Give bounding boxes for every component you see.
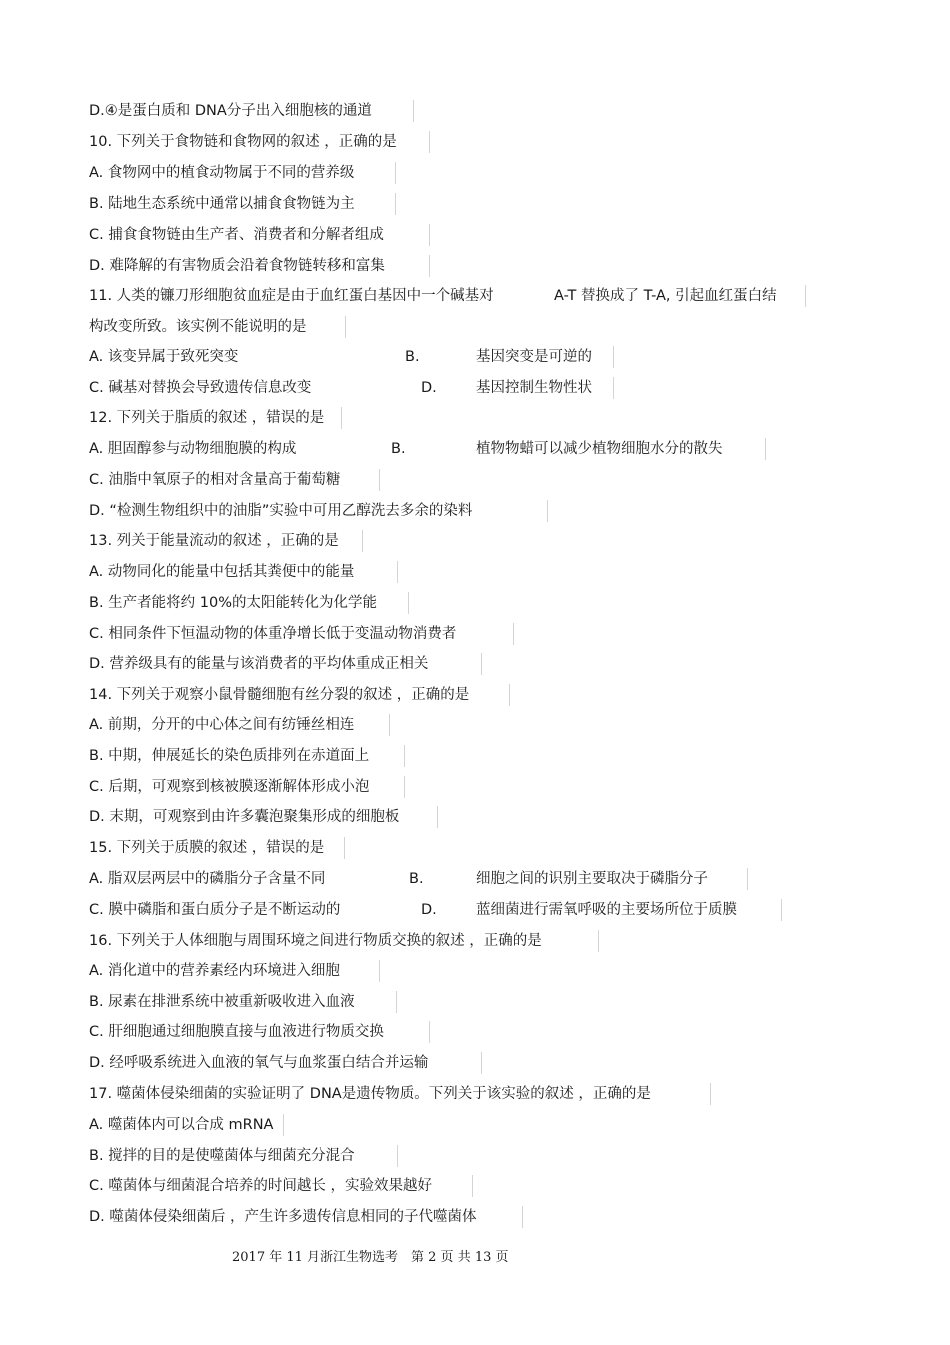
line-text: C. 油脂中氧原子的相对含量高于葡萄糖 — [89, 472, 341, 488]
question-line — [89, 407, 342, 429]
question-line — [89, 346, 614, 368]
line-text: D. 经呼吸系统进入血液的氧气与血浆蛋白结合并运输 — [89, 1055, 429, 1071]
line-text: D. 噬菌体侵染细菌后 ，产生许多遗传信息相同的子代噬菌体 — [89, 1209, 477, 1225]
question-line — [89, 100, 414, 122]
question-line — [89, 193, 396, 215]
line-text: 构改变所致。该实例不能说明的是 — [89, 319, 307, 335]
option-text: 基因突变是可逆的 — [476, 349, 592, 365]
question-line — [89, 438, 766, 460]
question-line — [89, 1083, 711, 1105]
question-line — [89, 653, 482, 675]
question-line — [89, 899, 782, 921]
question-line — [89, 131, 430, 153]
question-line — [89, 561, 398, 583]
question-line — [89, 684, 510, 706]
option-letter: D. — [421, 902, 437, 918]
line-text: C. 后期，可观察到核被膜逐渐解体形成小泡 — [89, 779, 370, 795]
question-line — [89, 960, 380, 982]
question-line — [89, 1114, 284, 1136]
line-continuation: A-T 替换成了 T-A, 引起血红蛋白结 — [554, 288, 777, 304]
question-line — [89, 1206, 523, 1228]
option-letter: D. — [421, 380, 437, 396]
question-line — [89, 806, 438, 828]
question-line — [89, 316, 346, 338]
question-line — [89, 930, 599, 952]
question-line — [89, 623, 514, 645]
question-line — [89, 592, 409, 614]
option-letter: B. — [405, 349, 420, 365]
line-text: 11. 人类的镰刀形细胞贫血症是由于血红蛋白基因中一个碱基对 — [89, 288, 494, 304]
line-text: D. “检测生物组织中的油脂”实验中可用乙醇洗去多余的染料 — [89, 503, 473, 519]
line-text: A. 噬菌体内可以合成 mRNA — [89, 1117, 274, 1133]
option-text: 蓝细菌进行需氧呼吸的主要场所位于质膜 — [476, 902, 737, 918]
question-line — [89, 255, 430, 277]
line-text: 16. 下列关于人体细胞与周围环境之间进行物质交换的叙述 ，正确的是 — [89, 933, 542, 949]
question-line — [89, 837, 345, 859]
line-text: A. 食物网中的植食动物属于不同的营养级 — [89, 165, 355, 181]
line-text: A. 前期，分开的中心体之间有纺锤丝相连 — [89, 717, 355, 733]
line-text: 15. 下列关于质膜的叙述 ，错误的是 — [89, 840, 325, 856]
line-text: A. 该变异属于致死突变 — [89, 349, 239, 365]
line-text: B. 搅拌的目的是使噬菌体与细菌充分混合 — [89, 1148, 355, 1164]
line-text: 14. 下列关于观察小鼠骨髓细胞有丝分裂的叙述 ，正确的是 — [89, 687, 470, 703]
question-line — [89, 377, 614, 399]
line-text: 10. 下列关于食物链和食物网的叙述 ，正确的是 — [89, 134, 397, 150]
question-line — [89, 776, 405, 798]
question-line — [89, 469, 380, 491]
question-line — [89, 1145, 398, 1167]
line-text: C. 肝细胞通过细胞膜直接与血液进行物质交换 — [89, 1024, 384, 1040]
line-text: C. 捕食食物链由生产者、消费者和分解者组成 — [89, 227, 384, 243]
footer-text: 2017 年 11 月浙江生物选考 第 2 页 共 13 页 — [232, 1250, 509, 1265]
option-letter: B. — [409, 871, 424, 887]
line-text: B. 尿素在排泄系统中被重新吸收进入血液 — [89, 994, 355, 1010]
question-line — [89, 1052, 482, 1074]
question-line — [89, 162, 396, 184]
line-text: A. 胆固醇参与动物细胞膜的构成 — [89, 441, 297, 457]
option-letter: B. — [391, 441, 406, 457]
question-line — [89, 285, 806, 307]
line-text: C. 碱基对替换会导致遗传信息改变 — [89, 380, 312, 396]
line-text: D. 营养级具有的能量与该消费者的平均体重成正相关 — [89, 656, 429, 672]
line-text: 17. 噬菌体侵染细菌的实验证明了 DNA是遗传物质。下列关于该实验的叙述 ，正确的是 — [89, 1086, 651, 1102]
question-line — [89, 714, 390, 736]
line-text: B. 生产者能将约 10%的太阳能转化为化学能 — [89, 595, 378, 611]
line-text: 13. 列关于能量流动的叙述 ，正确的是 — [89, 533, 339, 549]
line-text: C. 噬菌体与细菌混合培养的时间越长 ，实验效果越好 — [89, 1178, 432, 1194]
question-line — [89, 500, 548, 522]
question-line — [89, 1021, 430, 1043]
line-text: D.④是蛋白质和 DNA分子出入细胞核的通道 — [89, 103, 372, 119]
line-text: C. 膜中磷脂和蛋白质分子是不断运动的 — [89, 902, 341, 918]
line-text: D. 难降解的有害物质会沿着食物链转移和富集 — [89, 258, 385, 274]
option-text: 植物物蜡可以减少植物细胞水分的散失 — [476, 441, 723, 457]
question-line — [89, 868, 748, 890]
line-text: D. 末期，可观察到由许多囊泡聚集形成的细胞板 — [89, 809, 400, 825]
question-line — [89, 224, 430, 246]
option-text: 细胞之间的识别主要取决于磷脂分子 — [476, 871, 708, 887]
question-line — [89, 745, 405, 767]
question-line — [89, 991, 397, 1013]
option-text: 基因控制生物性状 — [476, 380, 592, 396]
line-text: A. 脂双层两层中的磷脂分子含量不同 — [89, 871, 326, 887]
line-text: 12. 下列关于脂质的叙述 ，错误的是 — [89, 410, 325, 426]
question-line — [89, 1175, 473, 1197]
line-text: B. 陆地生态系统中通常以捕食食物链为主 — [89, 196, 355, 212]
line-text: A. 动物同化的能量中包括其粪便中的能量 — [89, 564, 355, 580]
line-text: C. 相同条件下恒温动物的体重净增长低于变温动物消费者 — [89, 626, 457, 642]
line-text: B. 中期，伸展延长的染色质排列在赤道面上 — [89, 748, 370, 764]
page-footer — [232, 1249, 509, 1267]
question-line — [89, 530, 363, 552]
line-text: A. 消化道中的营养素经内环境进入细胞 — [89, 963, 340, 979]
